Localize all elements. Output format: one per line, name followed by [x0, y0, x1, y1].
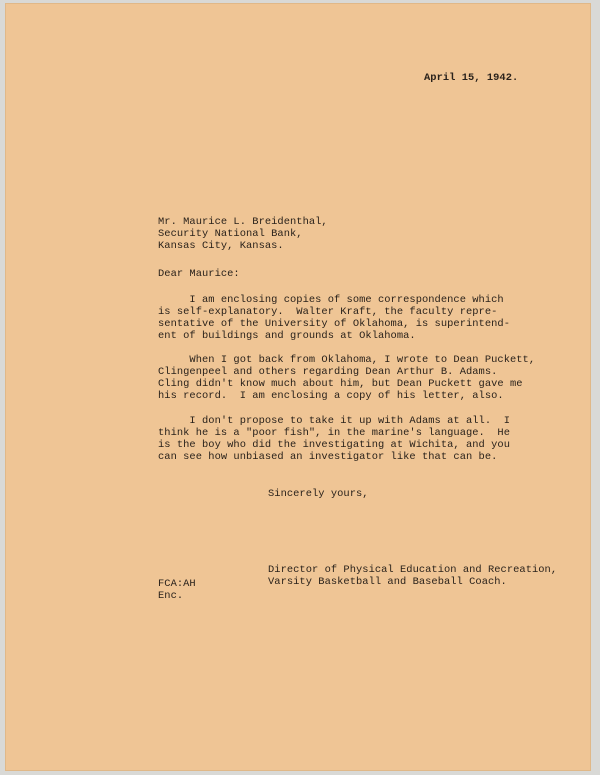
paragraph-line: is self-explanatory. Walter Kraft, the faculty repre-	[158, 306, 498, 318]
letter-date: April 15, 1942.	[424, 72, 519, 84]
paragraph-line: Cling didn't know much about him, but Dean Puckett gave me	[158, 378, 523, 390]
recipient-bank: Security National Bank,	[158, 228, 303, 240]
letter-page	[6, 4, 590, 770]
salutation: Dear Maurice:	[158, 268, 240, 280]
paragraph-line: ent of buildings and grounds at Oklahoma.	[158, 330, 416, 342]
paragraph-line: can see how unbiased an investigator like that can be.	[158, 451, 498, 463]
paragraph-line: his record. I am enclosing a copy of his letter, also.	[158, 390, 504, 402]
recipient-name: Mr. Maurice L. Breidenthal,	[158, 216, 328, 228]
paragraph-line: When I got back from Oklahoma, I wrote to Dean Puckett,	[158, 354, 536, 366]
paragraph-line: I don't propose to take it up with Adams at all. I	[158, 415, 510, 427]
paragraph-line: think he is a "poor fish", in the marine's language. He	[158, 427, 510, 439]
closing: Sincerely yours,	[268, 488, 369, 500]
signature-title: Varsity Basketball and Baseball Coach.	[268, 576, 507, 588]
typist-initials: FCA:AH	[158, 578, 196, 590]
paragraph-line: sentative of the University of Oklahoma, is superintend-	[158, 318, 510, 330]
paragraph-line: is the boy who did the investigating at Wichita, and you	[158, 439, 510, 451]
signature-title: Director of Physical Education and Recreation,	[268, 564, 558, 576]
paragraph-line: Clingenpeel and others regarding Dean Arthur B. Adams.	[158, 366, 498, 378]
recipient-city: Kansas City, Kansas.	[158, 240, 284, 252]
paragraph-line: I am enclosing copies of some correspondence which	[158, 294, 504, 306]
enclosure-note: Enc.	[158, 590, 184, 602]
